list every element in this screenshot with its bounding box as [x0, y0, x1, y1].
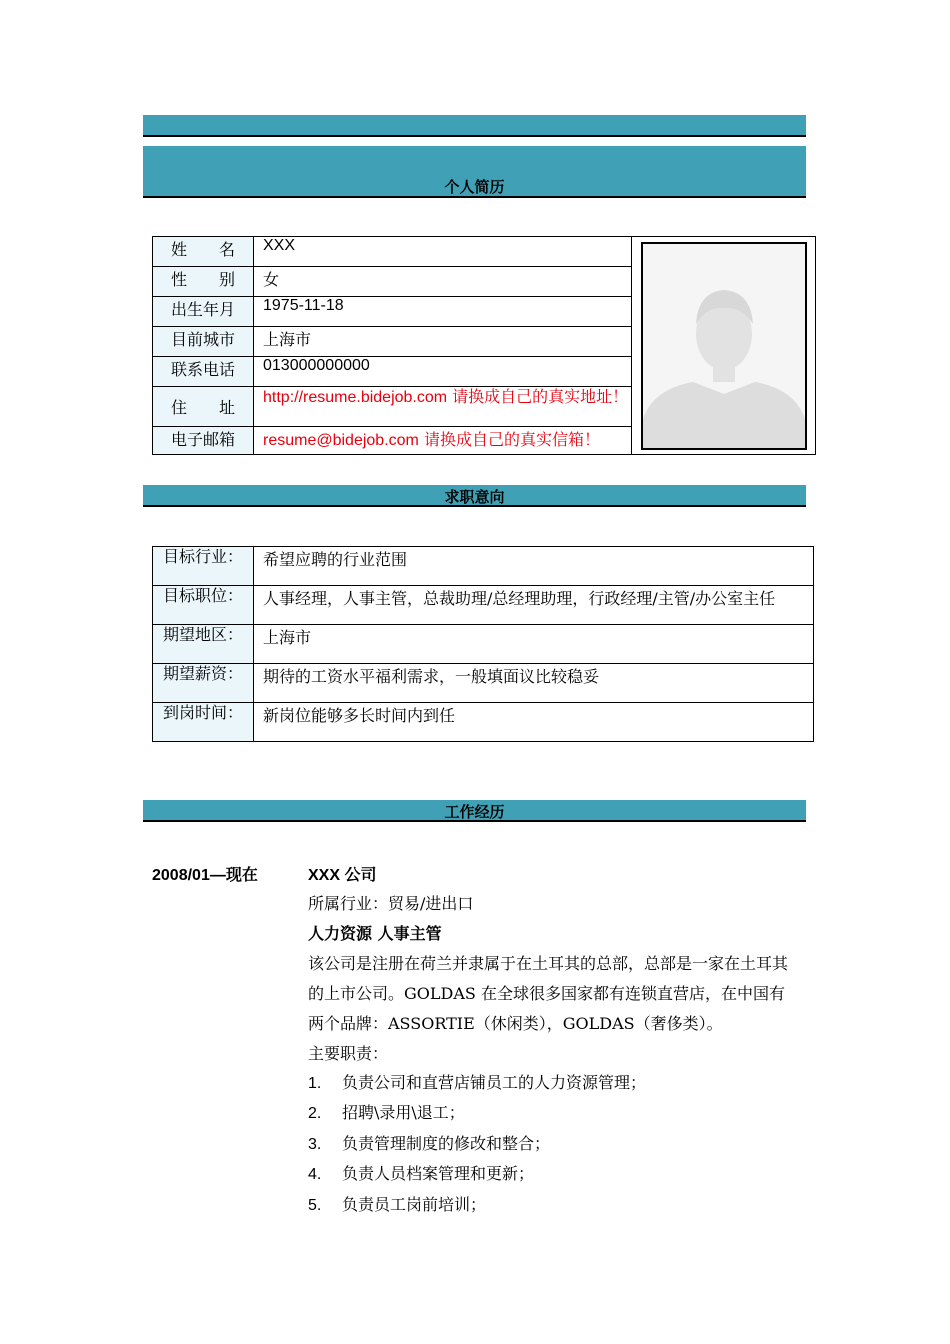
- duty-number: 3.: [308, 1136, 322, 1153]
- work-period: 2008/01—现在: [152, 867, 258, 884]
- label-gender: 性 别: [153, 267, 254, 297]
- work-bar: [143, 800, 806, 822]
- value-start-time: 新岗位能够多长时间内到任: [254, 703, 814, 742]
- intent-bar: [143, 485, 806, 507]
- duty-item: [308, 1070, 646, 1093]
- value-name: XXX: [254, 237, 632, 267]
- duty-item: [308, 1161, 534, 1184]
- address-url[interactable]: http://resume.bidejob.com: [263, 389, 448, 406]
- label-target-industry: 目标行业：: [153, 547, 254, 586]
- personal-info-table: [152, 236, 816, 455]
- intent-title: 求职意向: [444, 489, 505, 506]
- value-gender: 女: [254, 267, 632, 297]
- intent-table: [152, 546, 814, 742]
- value-email: [254, 427, 632, 455]
- photo-cell: [632, 237, 816, 455]
- duty-text: 负责管理制度的修改和整合；: [342, 1134, 551, 1153]
- duty-number: 2.: [308, 1105, 322, 1122]
- work-desc-line-1: 该公司是注册在荷兰并隶属于在土耳其的总部，总部是一家在土耳其: [308, 954, 789, 973]
- email-note: 请换成自己的真实信箱！: [418, 430, 600, 449]
- duty-number: 1.: [308, 1075, 322, 1092]
- work-title: 工作经历: [444, 804, 505, 821]
- value-birth: 1975-11-18: [254, 297, 632, 327]
- label-expected-salary: 期望薪资：: [153, 664, 254, 703]
- person-silhouette-icon: [643, 244, 805, 448]
- duty-item: [308, 1192, 486, 1215]
- work-industry: 所属行业：贸易/进出口: [308, 894, 474, 913]
- work-position: 人力资源 人事主管: [308, 924, 442, 943]
- value-city: 上海市: [254, 327, 632, 357]
- duty-text: 负责员工岗前培训；: [342, 1195, 487, 1214]
- label-target-position: 目标职位：: [153, 586, 254, 625]
- duty-item: [308, 1131, 550, 1154]
- label-email: 电子邮箱: [153, 427, 254, 455]
- title-bar: [143, 146, 806, 198]
- duty-item: [308, 1100, 465, 1123]
- duty-text: 负责人员档案管理和更新；: [342, 1164, 535, 1183]
- work-desc-line-3: 两个品牌：ASSORTIE（休闲类），GOLDAS（奢侈类）。: [308, 1014, 723, 1033]
- duty-number: 5.: [308, 1197, 322, 1214]
- email-link[interactable]: resume@bidejob.com: [263, 432, 419, 449]
- label-address: 住 址: [153, 387, 254, 427]
- label-start-time: 到岗时间：: [153, 703, 254, 742]
- value-address: [254, 387, 632, 427]
- value-phone: 013000000000: [254, 357, 632, 387]
- label-city: 目前城市: [153, 327, 254, 357]
- value-target-position: 人事经理，人事主管，总裁助理/总经理助理，行政经理/主管/办公室主任: [254, 586, 814, 625]
- top-decor-bar: [143, 115, 806, 137]
- page-title: 个人简历: [444, 179, 505, 196]
- label-target-region: 期望地区：: [153, 625, 254, 664]
- duty-text: 招聘\录用\退工；: [342, 1103, 465, 1122]
- duty-number: 4.: [308, 1166, 322, 1183]
- work-duties-label: 主要职责：: [308, 1044, 389, 1063]
- value-target-industry: 希望应聘的行业范围: [254, 547, 814, 586]
- label-phone: 联系电话: [153, 357, 254, 387]
- work-company: XXX 公司: [308, 867, 377, 884]
- work-desc-line-2: 的上市公司。GOLDAS 在全球很多国家都有连锁直营店，在中国有: [308, 984, 785, 1003]
- label-name: 姓 名: [153, 237, 254, 267]
- value-expected-salary: 期待的工资水平福利需求，一般填面议比较稳妥: [254, 664, 814, 703]
- avatar-placeholder-photo: [641, 242, 807, 450]
- address-note: 请换成自己的真实地址！: [447, 387, 629, 406]
- label-birth: 出生年月: [153, 297, 254, 327]
- value-target-region: 上海市: [254, 625, 814, 664]
- duty-text: 负责公司和直营店铺员工的人力资源管理；: [342, 1073, 647, 1092]
